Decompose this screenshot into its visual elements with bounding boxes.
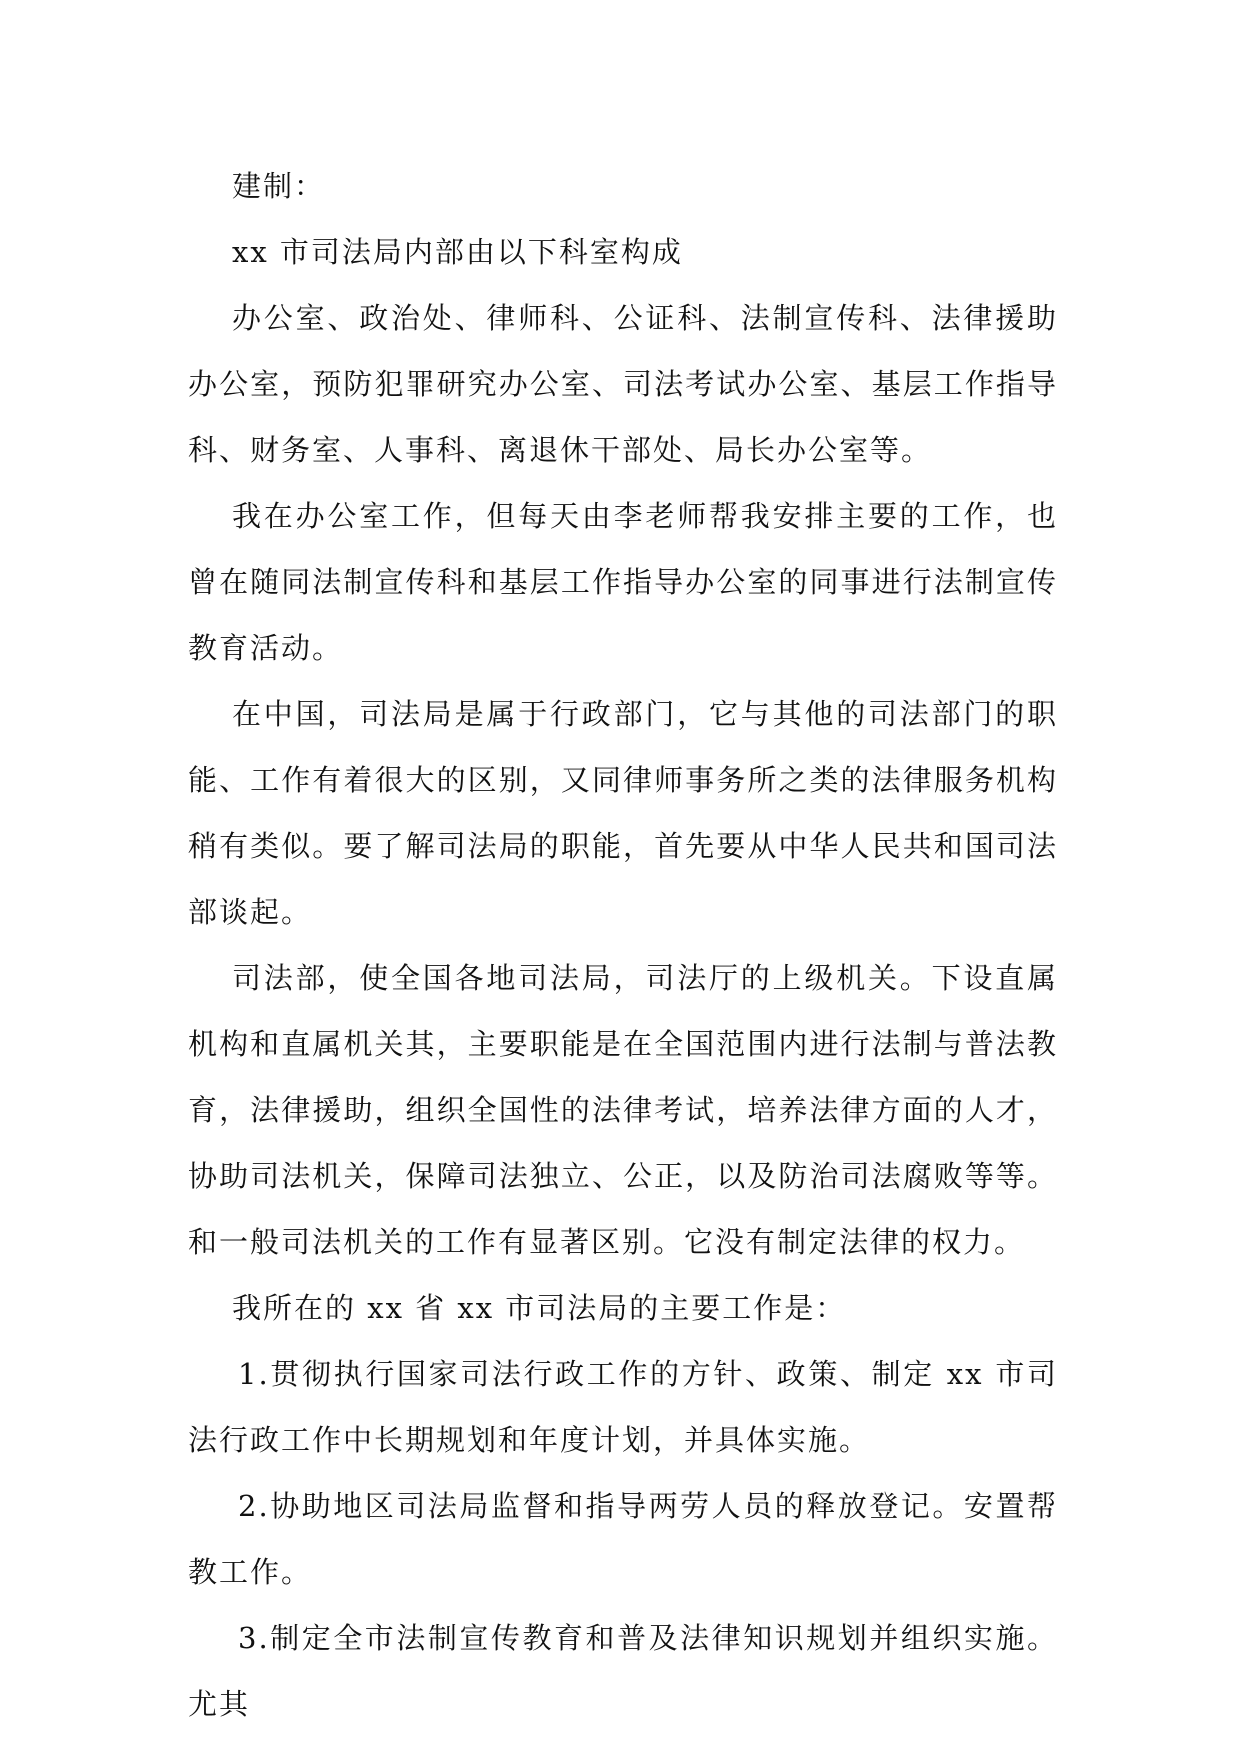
paragraph-ministry: 司法部，使全国各地司法局，司法厅的上级机关。下设直属机构和直属机关其，主要职能是在全国范围内进行法制与普法教育，法律援助，组织全国性的法律考试，培养法律方面的人才，协助司法机关，保障司法独立、公正，以及防治司法腐败等等。和一般司法机关的工作有显著区别。它没有制定法律的权力。 [188, 961, 1058, 1259]
paragraph-china: 在中国，司法局是属于行政部门，它与其他的司法部门的职能、工作有着很大的区别，又同律师事务所之类的法律服务机构稍有类似。要了解司法局的职能，首先要从中华人民共和国司法部谈起。 [188, 697, 1058, 929]
paragraph-work: 我在办公室工作，但每天由李老师帮我安排主要的工作，也曾在随同法制宣传科和基层工作指导办公室的同事进行法制宣传教育活动。 [188, 499, 1058, 665]
document-body [188, 153, 1058, 1737]
list-item-2: 2.协助地区司法局监督和指导两劳人员的释放登记。安置帮教工作。 [188, 1489, 1058, 1589]
list-item-3: 3.制定全市法制宣传教育和普及法律知识规划并组织实施。尤其 [188, 1621, 1058, 1721]
paragraph-heading: 建制： [232, 169, 326, 203]
paragraph-main-work: 我所在的 xx 省 xx 市司法局的主要工作是： [232, 1291, 847, 1325]
paragraph-departments: 办公室、政治处、律师科、公证科、法制宣传科、法律援助办公室，预防犯罪研究办公室、司法考试办公室、基层工作指导科、财务室、人事科、离退休干部处、局长办公室等。 [188, 301, 1058, 467]
paragraph-intro: xx 市司法局内部由以下科室构成 [232, 235, 683, 269]
list-item-1: 1.贯彻执行国家司法行政工作的方针、政策、制定 xx 市司法行政工作中长期规划和年度计划，并具体实施。 [188, 1357, 1058, 1457]
